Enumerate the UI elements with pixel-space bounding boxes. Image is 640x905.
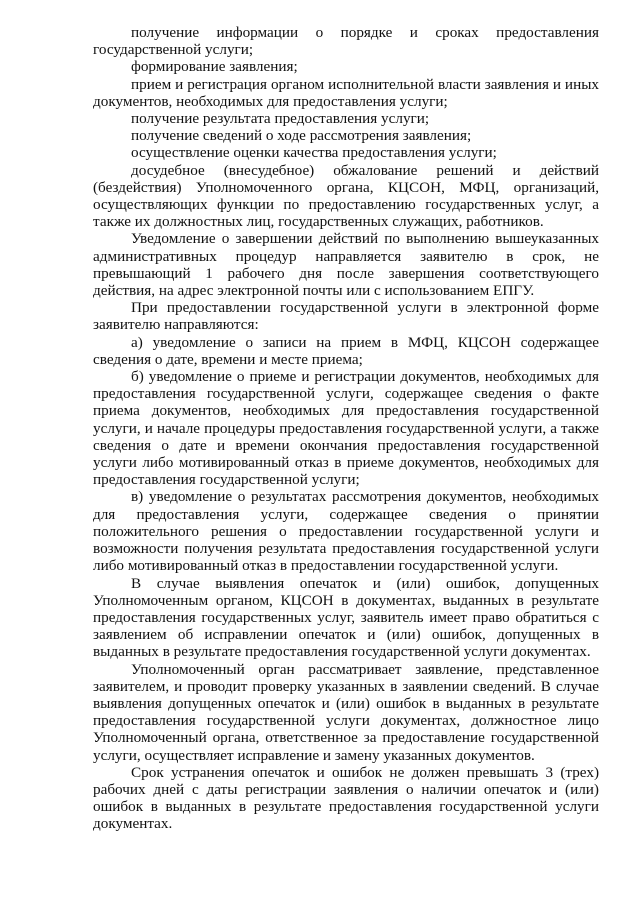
paragraph-item-a: а) уведомление о записи на прием в МФЦ, КЦСОН содержащее сведения о дате, времени и месте приема;: [93, 333, 599, 368]
document-page: [93, 24, 599, 833]
paragraph-reception-registration: прием и регистрация органом исполнительной власти заявления и иных документов, необходимых для предоставления услуги;: [93, 75, 599, 110]
paragraph-appeal: досудебное (внесудебное) обжалование решений и действий (бездействия) Уполномоченного органа, КЦСОН, МФЦ, организаций, осуществляющих функции по предоставлению государственных услуг, а также их должностных лиц, государственных служащих, работников.: [93, 161, 599, 231]
paragraph-completion-notice: Уведомление о завершении действий по выполнению вышеуказанных административных процедур направляется заявителю в срок, не превышающий 1 рабочего дня после завершения соответствующего действия, на адрес электронной почты или с использованием ЕПГУ.: [93, 230, 599, 300]
paragraph-application-forming: формирование заявления;: [131, 58, 298, 76]
paragraph-electronic-form: При предоставлении государственной услуги в электронной форме заявителю направляются:: [93, 299, 599, 334]
paragraph-result-receiving: получение результата предоставления услуги;: [131, 110, 430, 128]
paragraph-status-info: получение сведений о ходе рассмотрения заявления;: [131, 127, 472, 145]
paragraph-item-v: в) уведомление о результатах рассмотрения документов, необходимых для предоставления услуги, содержащее сведения о принятии положительного решения о предоставлении государственной услуги и возможности получения результата предоставления государственной услуги либо мотивированный отказ в предоставлении государственной услуги.: [93, 488, 599, 575]
paragraph-information: получение информации о порядке и сроках предоставления государственной услуги;: [93, 24, 599, 59]
paragraph-quality-assessment: осуществление оценки качества предоставления услуги;: [131, 144, 497, 162]
paragraph-item-b: б) уведомление о приеме и регистрации документов, необходимых для предоставления государственной услуги, содержащее сведения о факте приема документов, необходимых для предоставления государственной услуги, и начале процедуры предоставления государственной услуги, а также сведения о дате и времени окончания предоставления государственной услуги либо мотивированный отказ в приеме документов, необходимых для предоставления государственной услуги;: [93, 368, 599, 489]
paragraph-authority-review: Уполномоченный орган рассматривает заявление, представленное заявителем, и проводит проверку указанных в заявлении сведений. В случае выявления допущенных опечаток и (или) ошибок в выданных в результате предоставления государственной услуги документах, должностное лицо Уполномоченный органа, ответственное за предоставление государственной услуги, осуществляет исправление и замену указанных документов.: [93, 660, 599, 764]
paragraph-errors-detection: В случае выявления опечаток и (или) ошибок, допущенных Уполномоченным органом, КЦСОН в документах, выданных в результате предоставления государственных услуг, заявитель имеет право обратиться с заявлением об исправлении опечаток и (или) ошибок, допущенных в выданных в результате предоставления государственной услуги документах.: [93, 574, 599, 661]
paragraph-correction-deadline: Срок устранения опечаток и ошибок не должен превышать 3 (трех) рабочих дней с даты регистрации заявления о наличии опечаток и (или) ошибок в выданных в результате предоставления государственной услуги документах.: [93, 763, 599, 833]
